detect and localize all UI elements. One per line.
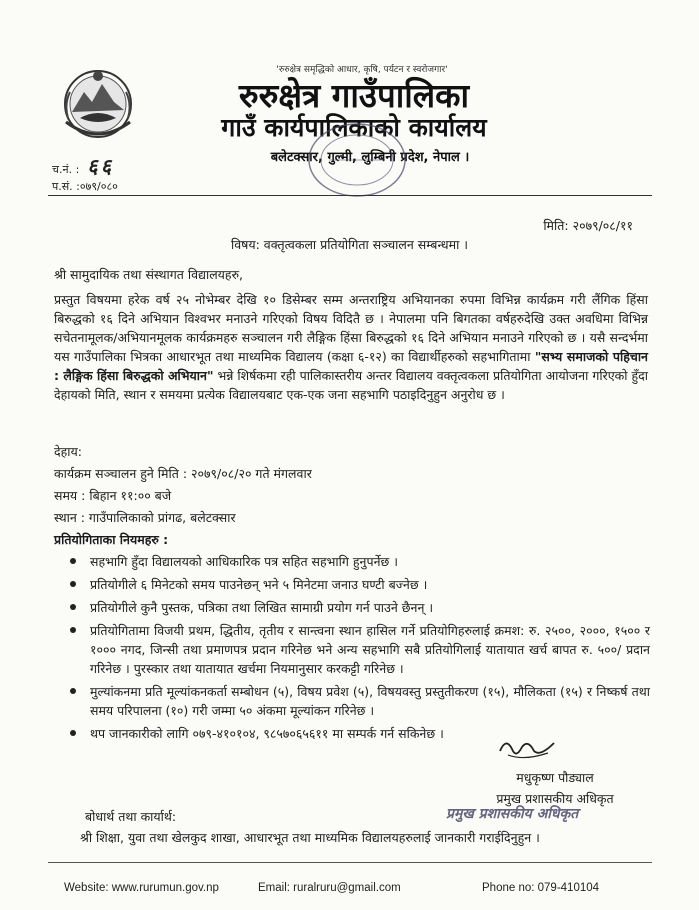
office-name: गाउँ कार्यपालिकाको कार्यालय bbox=[221, 113, 487, 142]
rules-list bbox=[60, 552, 650, 747]
office-stamp-icon bbox=[305, 118, 410, 202]
fiscal-year: प.सं. :०७९/०८० bbox=[52, 180, 118, 193]
header-divider bbox=[48, 195, 652, 196]
slogan: 'रुरुक्षेत्र समृद्धिको आधार, कृषि, पर्यटन र स्वरोजगार' bbox=[276, 65, 448, 75]
body-text-part2: भन्ने शिर्षकमा रही पालिकास्तरीय अन्तर विद्यालय वक्तृत्वकला प्रतियोगिता आयोजना गरिएको हुँदा देहायको मिति, स्थान र समयमा प्रत्येक विद्यालयबाट एक-एक जना सहभागि पठाइदिनुहुन अनुरोध छ । bbox=[54, 368, 648, 402]
letter-body bbox=[54, 290, 648, 404]
deha-label: देहाय: bbox=[54, 444, 82, 459]
list-item: थप जानकारीको लागि ०७९-४१०१०४, ९८५७०६५६११ मा सम्पर्क गर्न सकिनेछ । bbox=[60, 724, 650, 743]
list-item: प्रतियोगीले ६ मिनेटको समय पाउनेछन् भने ५ मिनेटमा जनाउ घण्टी बज्नेछ । bbox=[60, 575, 650, 594]
signer-name: मधुकृष्ण पौड्याल bbox=[516, 770, 594, 785]
rules-heading: प्रतियोगिताका नियमहरु : bbox=[54, 532, 169, 547]
program-date: कार्यक्रम सञ्चालन हुने मिति : २०७९/०८/२० गते मंगलवार bbox=[54, 466, 312, 481]
nepal-emblem-icon bbox=[58, 62, 138, 142]
signature-icon bbox=[494, 733, 564, 763]
letter-subject: विषय: वक्तृत्वकला प्रतियोगिता सञ्चालन सम्बन्धमा । bbox=[230, 237, 469, 252]
signer-title: प्रमुख प्रशासकीय अधिकृत bbox=[496, 791, 614, 806]
program-time: समय : बिहान ११:०० बजे bbox=[54, 488, 172, 503]
cc-heading: बोधार्थ तथा कार्यार्थ: bbox=[85, 809, 177, 824]
footer-website: Website: www.rurumun.gov.np bbox=[64, 882, 219, 894]
list-item: प्रतियोगीले कुनै पुस्तक, पत्रिका तथा लिखित सामाग्री प्रयोग गर्न पाउने छैनन् । bbox=[60, 598, 650, 617]
program-venue: स्थान : गाउँपालिकाको प्रांगढ, बलेटक्सार bbox=[54, 510, 236, 525]
footer-phone: Phone no: 079-410104 bbox=[482, 882, 600, 894]
salutation: श्री सामुदायिक तथा संस्थागत विद्यालयहरु, bbox=[54, 267, 244, 282]
body-text-part1: प्रस्तुत विषयमा हरेक वर्ष २५ नोभेम्बर देखि १० डिसेम्बर सम्म अन्तराष्ट्रिय अभियानका रुपमा विभिन्न कार्यक्रम गरी लैंगिक हिंसा बिरुद्धको १६ दिने अभियान विश्वभर मनाउने गरिएको विषय विदितै छ । नेपालमा पनि बिगतका वर्षहरुदेखि उक्त अवधिमा विभिन्न सचेतनामूलक/अभियानमूलक कार्यक्रमहरु सञ्चालन गरी लैङ्गिक हिंसा बिरुद्धको १६ दिने अभियान मनाउने गरिएको छ । यसै सन्दर्भमा यस गाउँपालिका भित्रका आधारभूत तथा माध्यमिक विद्यालय (कक्षा ६-१२) का विद्यार्थीहरुको सहभागितामा bbox=[54, 292, 648, 364]
footer-email: Email: ruralruru@gmail.com bbox=[258, 882, 401, 894]
list-item: प्रतियोगितामा विजयी प्रथम, द्धितीय, तृतीय र सान्त्वना स्थान हासिल गर्ने प्रतियोगिहरुलाई क्रमश: रु. २५००, २०००, १५०० र १००० नगद, जिन्सी तथा प्रमाणपत्र प्रदान गरिनेछ भने अन्य सहभागि सबै प्रतियोगिलाई यातायात खर्च बापत रु. ५००/ प्रदान गरिनेछ । पुरस्कार तथा यातायात खर्चमा नियमानुसार करकट्टी गरिनेछ । bbox=[60, 621, 650, 678]
reference-number: ६६ bbox=[87, 154, 115, 178]
reference-block bbox=[52, 154, 118, 195]
list-item: मुल्यांकनमा प्रति मूल्यांकनकर्ता सम्बोधन (५), विषय प्रवेश (५), विषयवस्तु प्रस्तुतीकरण (१५), मौलिकता (१५) र निष्कर्ष तथा समय परिपालना (१०) गरी जम्मा ५० अंकमा मूल्यांकन गरिनेछ । bbox=[60, 682, 650, 720]
list-item: सहभागि हुँदा विद्यालयको आधिकारिक पत्र सहित सहभागि हुनुपर्नेछ । bbox=[60, 552, 650, 571]
signature-stamp: प्रमुख प्रशासकीय अधिकृत bbox=[446, 806, 579, 822]
footer-divider bbox=[48, 862, 652, 863]
letter-date: मिति: २०७९/०८/११ bbox=[543, 218, 633, 233]
organization-name: रुरुक्षेत्र गाउँपालिका bbox=[238, 76, 470, 115]
campaign-title: "सभ्य समाजको पहिचान : लैङ्गिक हिंसा बिरुद्धको अभियान" bbox=[54, 349, 648, 383]
office-address: बलेटक्सार, गुल्मी, लुम्बिनी प्रदेश, नेपाल । bbox=[270, 150, 470, 165]
reference-label: च.नं. : bbox=[52, 163, 80, 176]
signer-block bbox=[470, 767, 640, 809]
cc-recipient: श्री शिक्षा, युवा तथा खेलकुद शाखा, आधारभूत तथा माध्यमिक विद्यालयहरुलाई जानकारी गराईदिनुहुन । bbox=[80, 830, 540, 845]
